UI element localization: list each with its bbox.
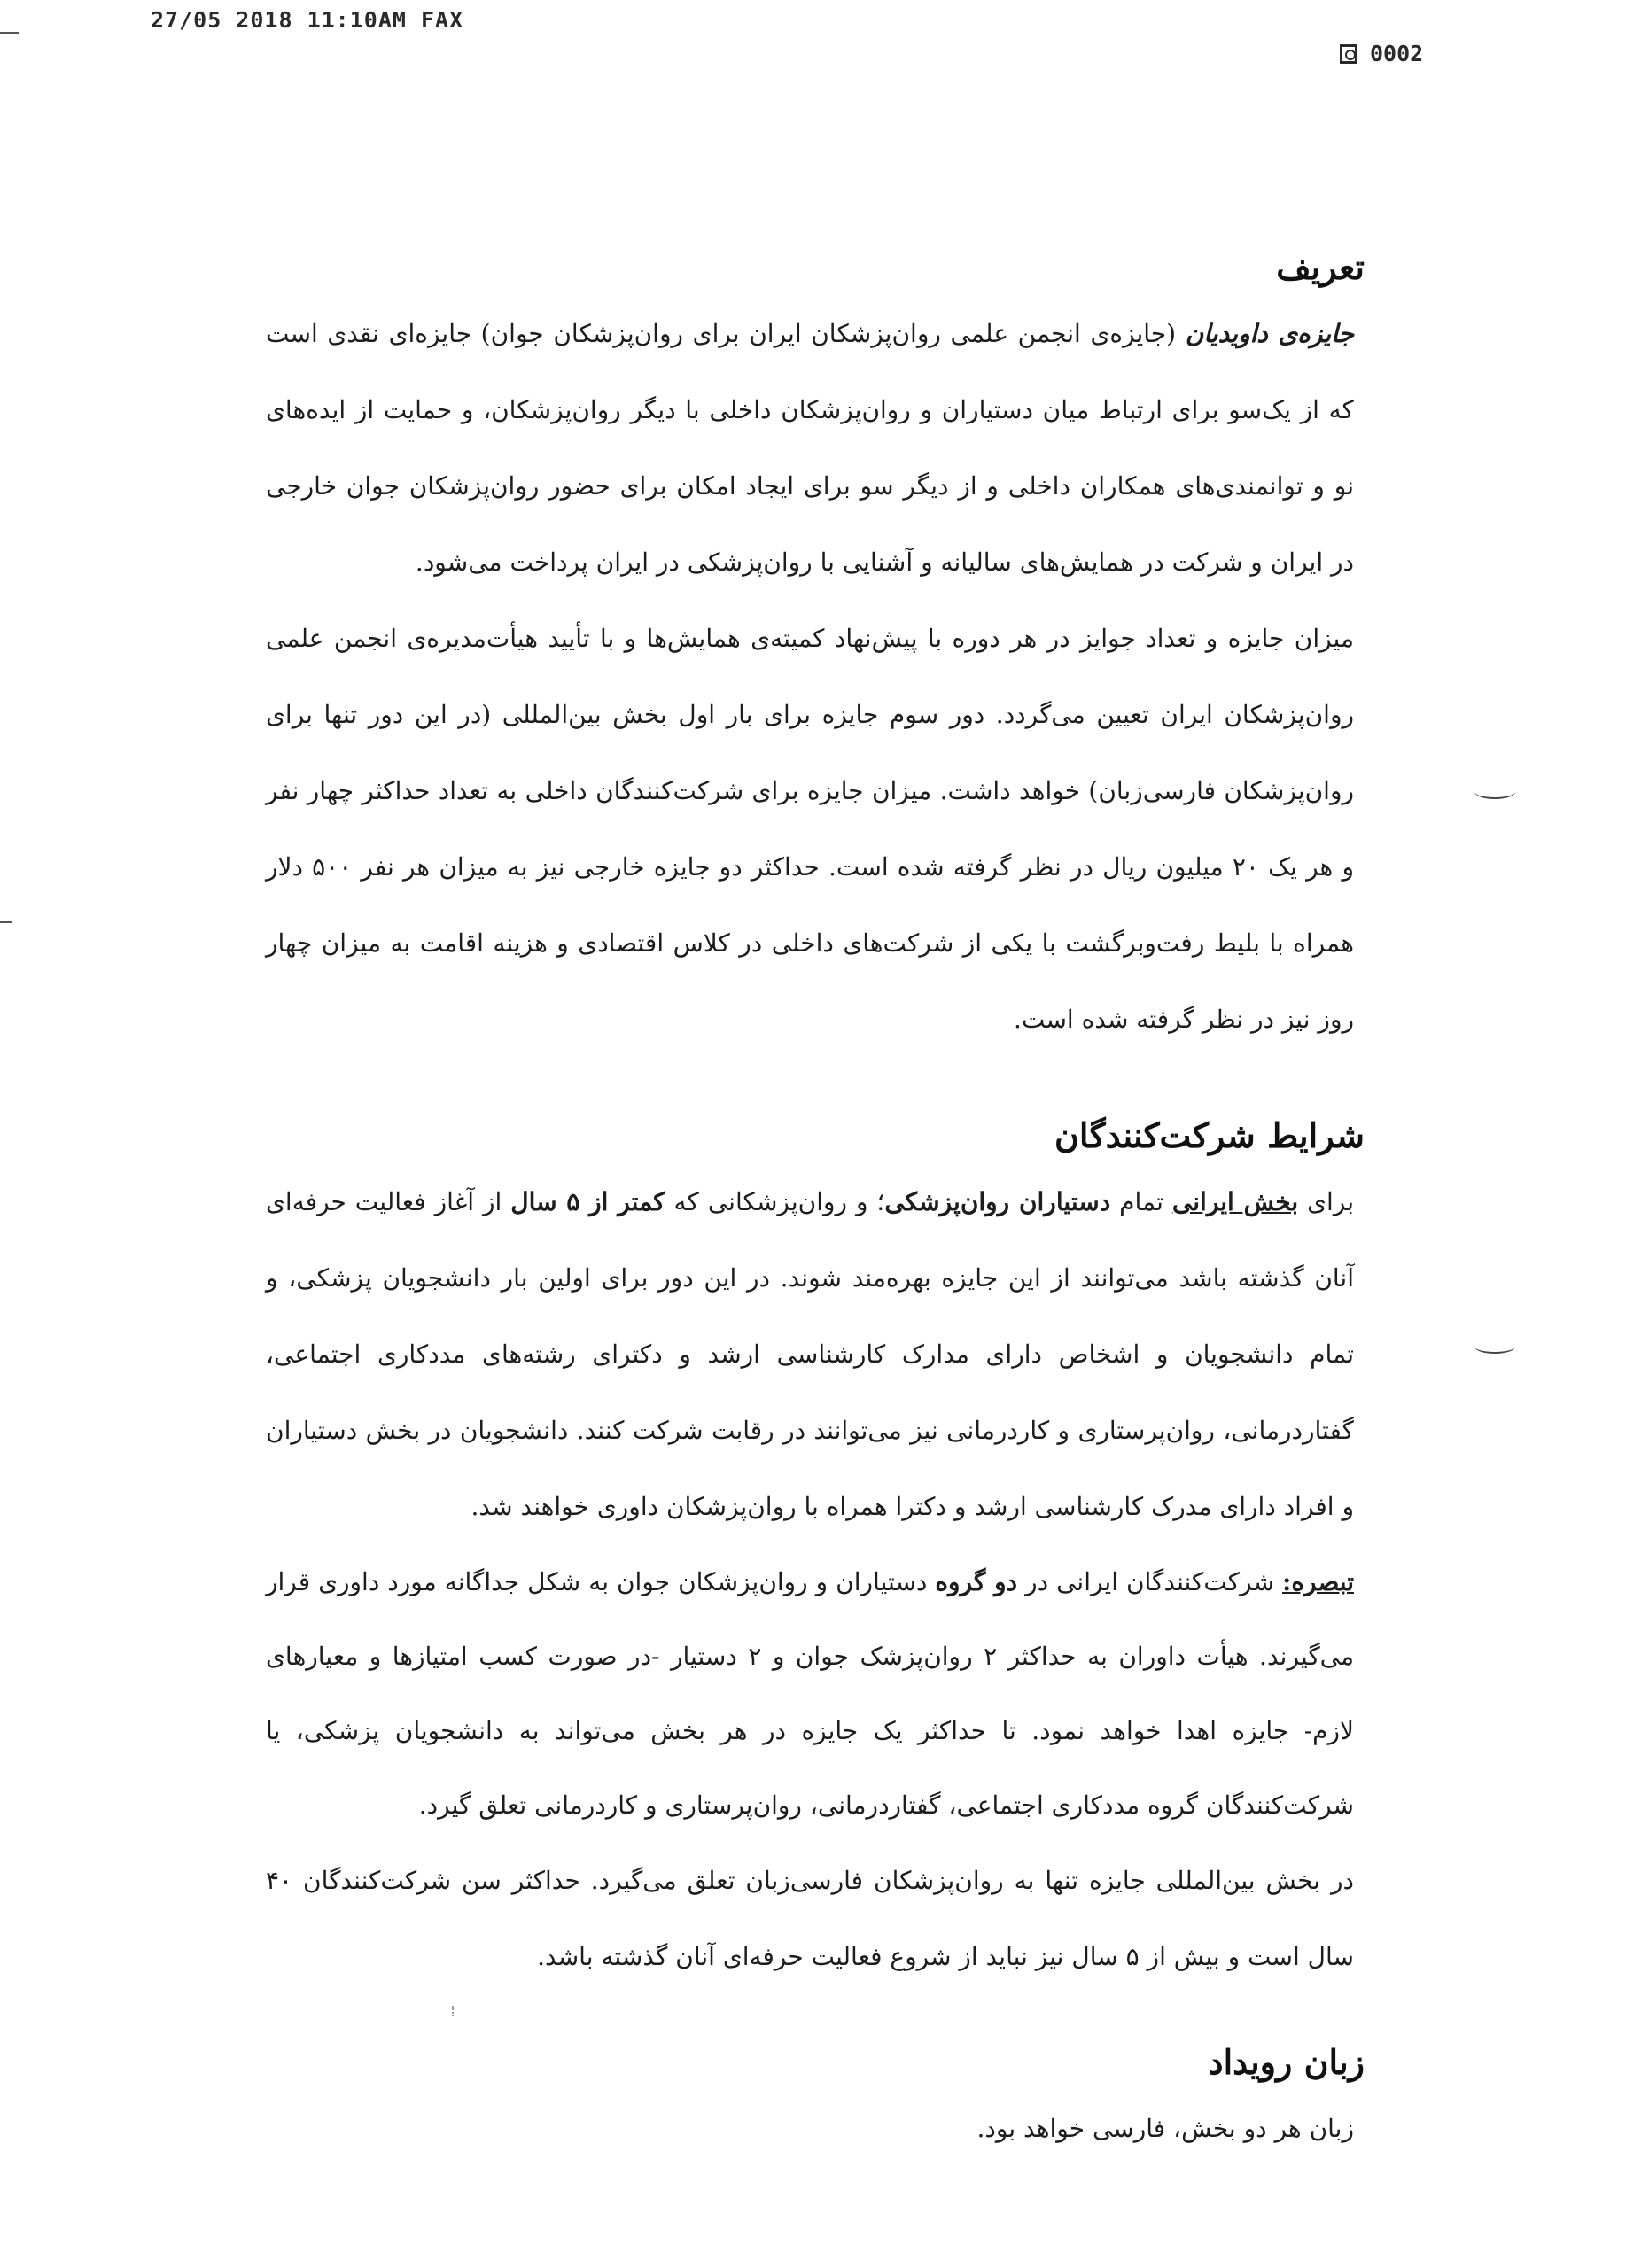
fax-page-number [1340,41,1423,66]
section-title-conditions: شرایط شرکت‌کنندگان [1054,1115,1365,1155]
iranian-section-label: بخش ایرانی [1171,1187,1299,1216]
award-name: جایزه‌ی داویدیان [1185,319,1355,348]
definition-paragraph-2: میزان جایزه و تعداد جوایز در هر دوره با پیش‌نهاد کمیته‌ی همایش‌ها و با تأیید هیأت‌مدیره‌ی انجمن علمی روان‌پزشکان ایران تعیین می‌گردد. دور سوم جایزه برای بار اول بخش بین‌المللی (در این دور تنها برای روان‌پزشکان فارسی‌زبان) خواهد داشت. میزان جایزه برای شرکت‌کنندگان داخلی به تعداد حداکثر چهار نفر و هر یک ۲۰ میلیون ریال در نظر گرفته شده است. حداکثر دو جایزه خارجی نیز به میزان هر نفر ۵۰۰ دلار همراه با بلیط رفت‌وبرگشت با یکی از شرکت‌های داخلی در کلاس اقتصادی و هزینه اقامت به میزان چهار روز نیز در نظر گرفته شده است. [266,624,1354,1034]
scan-speck [452,2006,459,2016]
page-number-text: 0002 [1370,41,1424,66]
conditions-paragraph-3: در بخش بین‌المللی جایزه تنها به روان‌پزشکان فارسی‌زبان تعلق می‌گیرد. حداکثر سن شرکت‌کنندگان ۴۰ سال است و بیش از ۵ سال نیز نباید از شروع فعالیت حرفه‌ای آنان گذشته باشد. [266,1866,1354,1971]
residents-label: دستیاران روان‌پزشکی [884,1187,1111,1216]
scan-edge-mark [0,921,12,923]
experience-limit-label: کمتر از ۵ سال [510,1187,665,1216]
document-body [266,239,1365,2167]
margin-mark [1474,1340,1515,1354]
fax-page-icon [1340,44,1357,64]
section-title-language: زبان رویداد [1208,2042,1365,2082]
two-groups-label: دو گروه [935,1567,1018,1596]
margin-mark [1474,785,1515,799]
definition-paragraph-1: جایزه‌ی داویدیان (جایزه‌ی انجمن علمی روان‌پزشکان ایران برای روان‌پزشکان جوان) جایزه‌ای نقدی است که از یک‌سو برای ارتباط میان دستیاران و روان‌پزشکان داخلی با دیگر روان‌پزشکان، و حمایت از ایده‌های نو و توانمندی‌های همکاران داخلی و از دیگر سو برای ایجاد امکان برای حضور روان‌پزشکان جوان خارجی در ایران و شرکت در همایش‌های سالیانه و آشنایی با روان‌پزشکی در ایران پرداخت می‌شود. [266,319,1355,577]
conditions-paragraph-1: برای بخش ایرانی تمام دستیاران روان‌پزشکی؛ و روان‌پزشکانی که کمتر از ۵ سال از آغاز فعالیت حرفه‌ای آنان گذشته باشد می‌توانند از این جایزه بهره‌مند شوند. در این دور برای اولین بار دانشجویان پزشکی، و تمام دانشجویان و اشخاص دارای مدارک کارشناسی ارشد و دکترای رشته‌های مددکاری اجتماعی، گفتاردرمانی، روان‌پرستاری و کاردرمانی نیز می‌توانند در رقابت شرکت کنند. دانشجویان در بخش دستیاران و افراد دارای مدرک کارشناسی ارشد و دکترا همراه با روان‌پزشکان داوری خواهند شد. [266,1187,1355,1521]
conditions-note: تبصره: شرکت‌کنندگان ایرانی در دو گروه دستیاران و روان‌پزشکان جوان به شکل جداگانه مورد داوری قرار می‌گیرند. هیأت داوران به حداکثر ۲ روان‌پزشک جوان و ۲ دستیار -در صورت کسب امتیازها و معیارهای لازم- جایزه اهدا خواهد نمود. تا حداکثر یک جایزه در هر بخش می‌تواند به دانشجویان پزشکی، یا شرکت‌کنندگان گروه مددکاری اجتماعی، گفتاردرمانی، روان‌پرستاری و کاردرمانی تعلق گیرد. [266,1567,1355,1820]
section-title-definition: تعریف [1276,247,1365,287]
fax-header: 27/05 2018 11:10AM FAX [151,7,464,33]
scan-edge-mark [0,32,19,34]
language-paragraph: زبان هر دو بخش، فارسی خواهد بود. [976,2114,1354,2143]
note-label: تبصره: [1282,1567,1354,1596]
